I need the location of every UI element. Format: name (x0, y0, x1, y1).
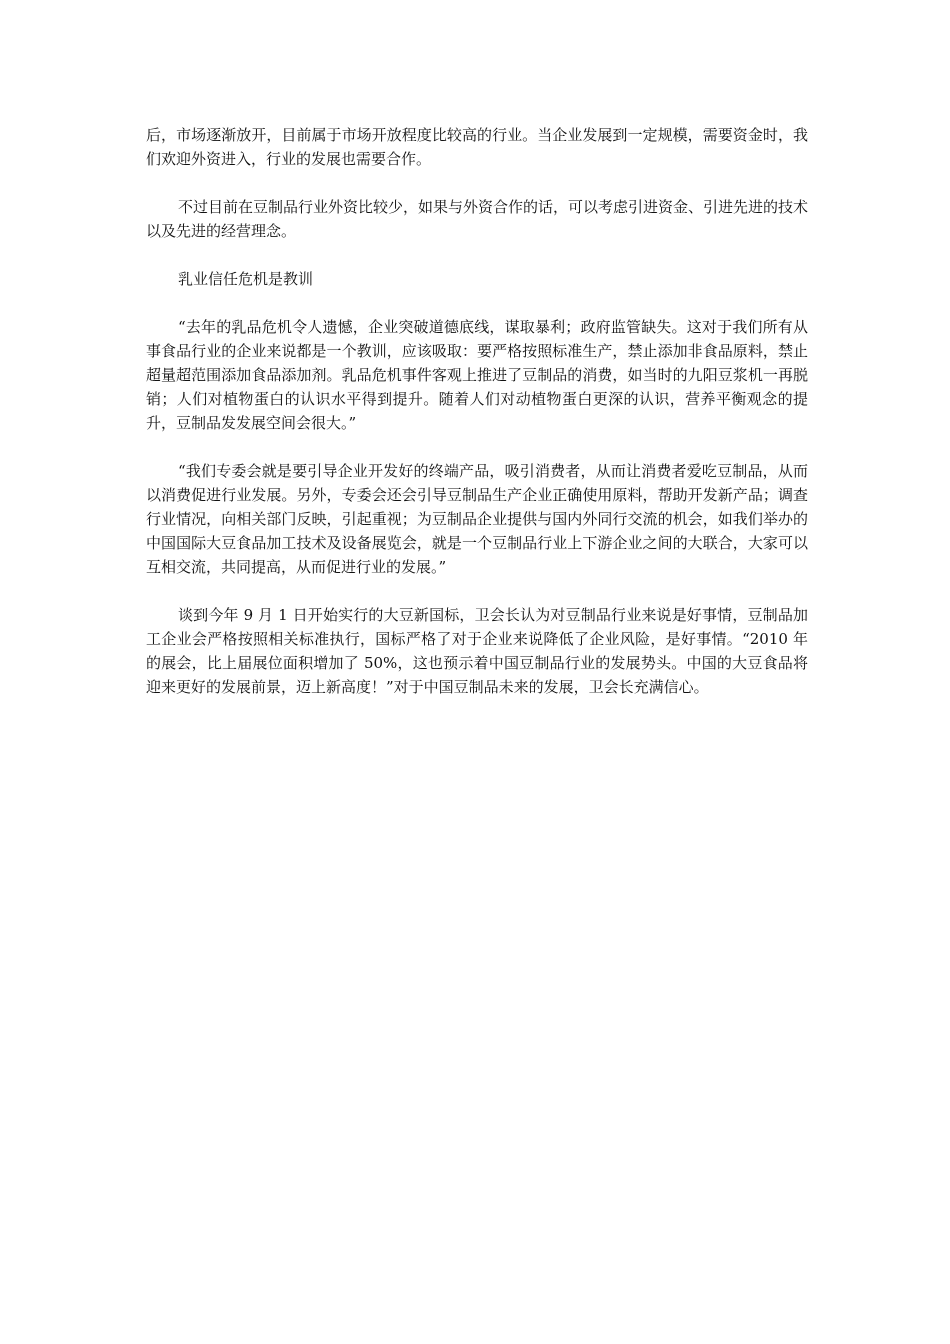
paragraph-dairy-crisis-quote: “去年的乳品危机令人遗憾，企业突破道德底线，谋取暴利；政府监管缺失。这对于我们所有从事食品行业的企业来说都是一个教训，应该吸取：要严格按照标准生产，禁止添加非食品原料，禁止超量超范围添加食品添加剂。乳品危机事件客观上推进了豆制品的消费，如当时的九阳豆浆机一再脱销；人们对植物蛋白的认识水平得到提升。随着人们对动植物蛋白更深的认识，营养平衡观念的提升，豆制品发发展空间会很大。” (146, 318, 808, 432)
paragraph-continuation: 后，市场逐渐放开，目前属于市场开放程度比较高的行业。当企业发展到一定规模，需要资金时，我们欢迎外资进入，行业的发展也需要合作。 (146, 126, 808, 168)
section-heading: 乳业信任危机是教训 (178, 270, 314, 288)
paragraph-foreign-investment: 不过目前在豆制品行业外资比较少，如果与外资合作的话，可以考虑引进资金、引进先进的技术以及先进的经营理念。 (146, 198, 809, 240)
document-page (146, 123, 808, 723)
paragraph-committee-quote: “我们专委会就是要引导企业开发好的终端产品，吸引消费者，从而让消费者爱吃豆制品，从而以消费促进行业发展。另外，专委会还会引导豆制品生产企业正确使用原料，帮助开发新产品；调查行业情况，向相关部门反映，引起重视；为豆制品企业提供与国内外同行交流的机会，如我们举办的中国国际大豆食品加工技术及设备展览会，就是一个豆制品行业上下游企业之间的大联合，大家可以互相交流，共同提高，从而促进行业的发展。” (146, 462, 808, 576)
paragraph-national-standard: 谈到今年 9 月 1 日开始实行的大豆新国标，卫会长认为对豆制品行业来说是好事情，豆制品加工企业会严格按照相关标准执行，国标严格了对于企业来说降低了企业风险，是好事情。“2010 年的展会，比上届展位面积增加了 50%，这也预示着中国豆制品行业的发展势头。中国的大豆食品将迎来更好的发展前景，迈上新高度！”对于中国豆制品未来的发展，卫会长充满信心。 (146, 606, 808, 696)
